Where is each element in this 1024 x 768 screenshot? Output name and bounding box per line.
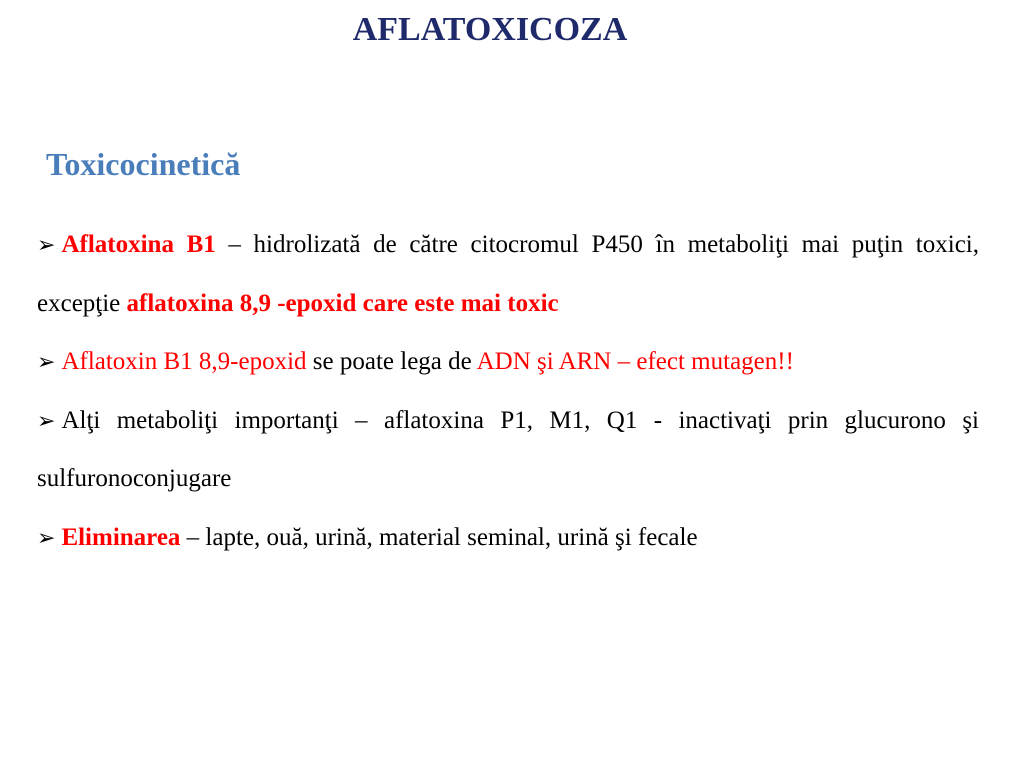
highlight-adn-arn: ADN şi ARN – efect mutagen!! [476,348,794,375]
highlight-epoxid-toxic: aflatoxina 8,9 -epoxid care este mai toxic [126,289,559,317]
term-aflatoxina-b1: Aflatoxina B1 [61,231,216,258]
arrow-bullet-icon: ➢ [37,232,56,257]
term-epoxid: Aflatoxin B1 8,9-epoxid [61,348,307,375]
bullet-text: se poate lega de [306,348,477,375]
bullet-text: – lapte, ouă, urină, material seminal, urină şi fecale [180,523,698,551]
bullet-item-aflatoxina-b1 [37,216,979,333]
arrow-bullet-icon: ➢ [37,524,56,550]
bullet-text: – hidrolizată de către citocromul P450 în metaboliţi mai puţin toxici, excepţie [37,231,979,317]
section-subtitle: Toxicocinetică [46,146,241,182]
bullet-list [37,216,979,567]
arrow-bullet-icon: ➢ [37,349,56,374]
bullet-item-metaboliti [37,392,979,509]
term-eliminarea: Eliminarea [61,523,181,551]
bullet-text: Alţi metaboliţi importanţi – aflatoxina P1, M1, Q1 - inactivaţi prin glucurono şi sulfuronoconjugare [37,406,979,492]
slide-title: AFLATOXICOZA [352,11,628,48]
arrow-bullet-icon: ➢ [37,407,56,433]
bullet-item-epoxid [37,333,979,392]
bullet-item-eliminarea [37,509,979,568]
